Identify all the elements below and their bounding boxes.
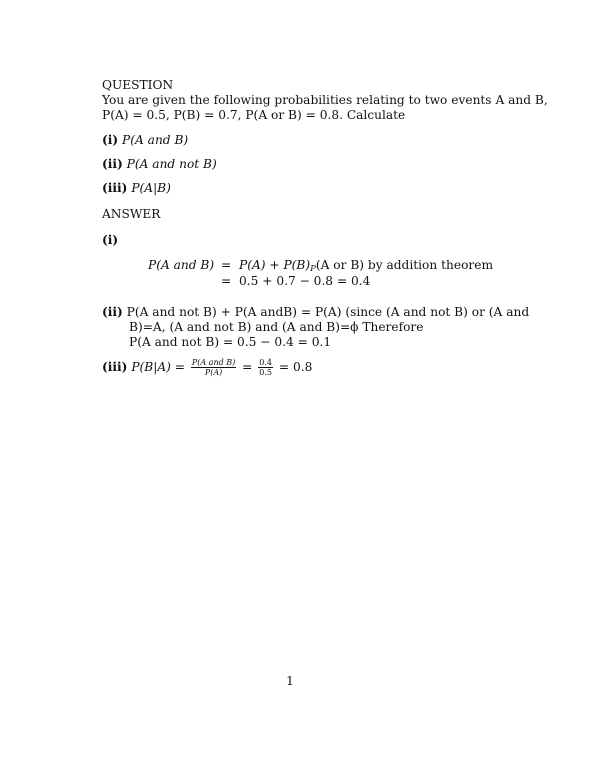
answer-part-ii-line-2: B)=A, (A and not B) and (A and B)=ϕ Therefore <box>129 320 424 334</box>
question-intro-line-2: P(A) = 0.5, P(B) = 0.7, P(A or B) = 0.8. Calculate <box>102 108 406 122</box>
answer-part-iii-result: = 0.8 <box>278 360 313 374</box>
question-item-iii <box>102 181 502 196</box>
question-item-text: P(A and B) <box>122 133 189 147</box>
answer-part-i-label <box>102 233 502 248</box>
answer-part-i-equation <box>148 258 508 290</box>
answer-part-iii-equals: = <box>242 360 253 374</box>
question-item-text: P(A and not B) <box>126 157 217 171</box>
answer-heading: ANSWER <box>102 207 161 221</box>
answer-label: (ii) <box>102 305 123 319</box>
answer-part-iii-lhs: P(B|A) = <box>131 360 185 374</box>
question-item-label: (ii) <box>102 157 123 171</box>
question-item-ii <box>102 157 502 172</box>
equation-lhs: P(A and B) <box>148 258 215 272</box>
question-heading: QUESTION <box>102 78 174 92</box>
question-intro <box>102 93 548 123</box>
equation-equals-1: = <box>221 258 232 272</box>
fraction-1-denominator: P(A) <box>204 368 223 377</box>
equation-rhs-2: 0.5 + 0.7 − 0.8 = 0.4 <box>239 274 371 288</box>
question-item-i <box>102 133 502 148</box>
page-number: 1 <box>286 674 294 688</box>
equation-rhs-1-subscript: P <box>310 264 316 274</box>
answer-part-ii-line-3: P(A and not B) = 0.5 − 0.4 = 0.1 <box>129 335 332 349</box>
question-item-text: P(A|B) <box>131 181 171 195</box>
question-item-label: (i) <box>102 133 119 147</box>
answer-part-ii-line-1: P(A and not B) + P(A andB) = P(A) (since (A and not B) or (A and <box>126 305 530 319</box>
equation-rhs-1-main: P(A) + P(B) <box>239 258 311 272</box>
fraction-2 <box>258 358 273 377</box>
equation-equals-2: = <box>221 274 232 288</box>
fraction-1 <box>191 358 236 377</box>
question-intro-line-1: You are given the following probabilities relating to two events A and B, <box>102 93 548 107</box>
answer-part-iii <box>102 358 502 377</box>
equation-rhs-1-tail: (A or B) by addition theorem <box>315 258 494 272</box>
fraction-1-numerator: P(A and B) <box>191 358 236 367</box>
answer-part-ii <box>102 305 530 350</box>
fraction-2-numerator: 0.4 <box>259 358 272 367</box>
answer-label: (iii) <box>102 360 128 374</box>
answer-label: (i) <box>102 233 119 247</box>
question-item-label: (iii) <box>102 181 128 195</box>
fraction-2-denominator: 0.5 <box>259 368 272 377</box>
